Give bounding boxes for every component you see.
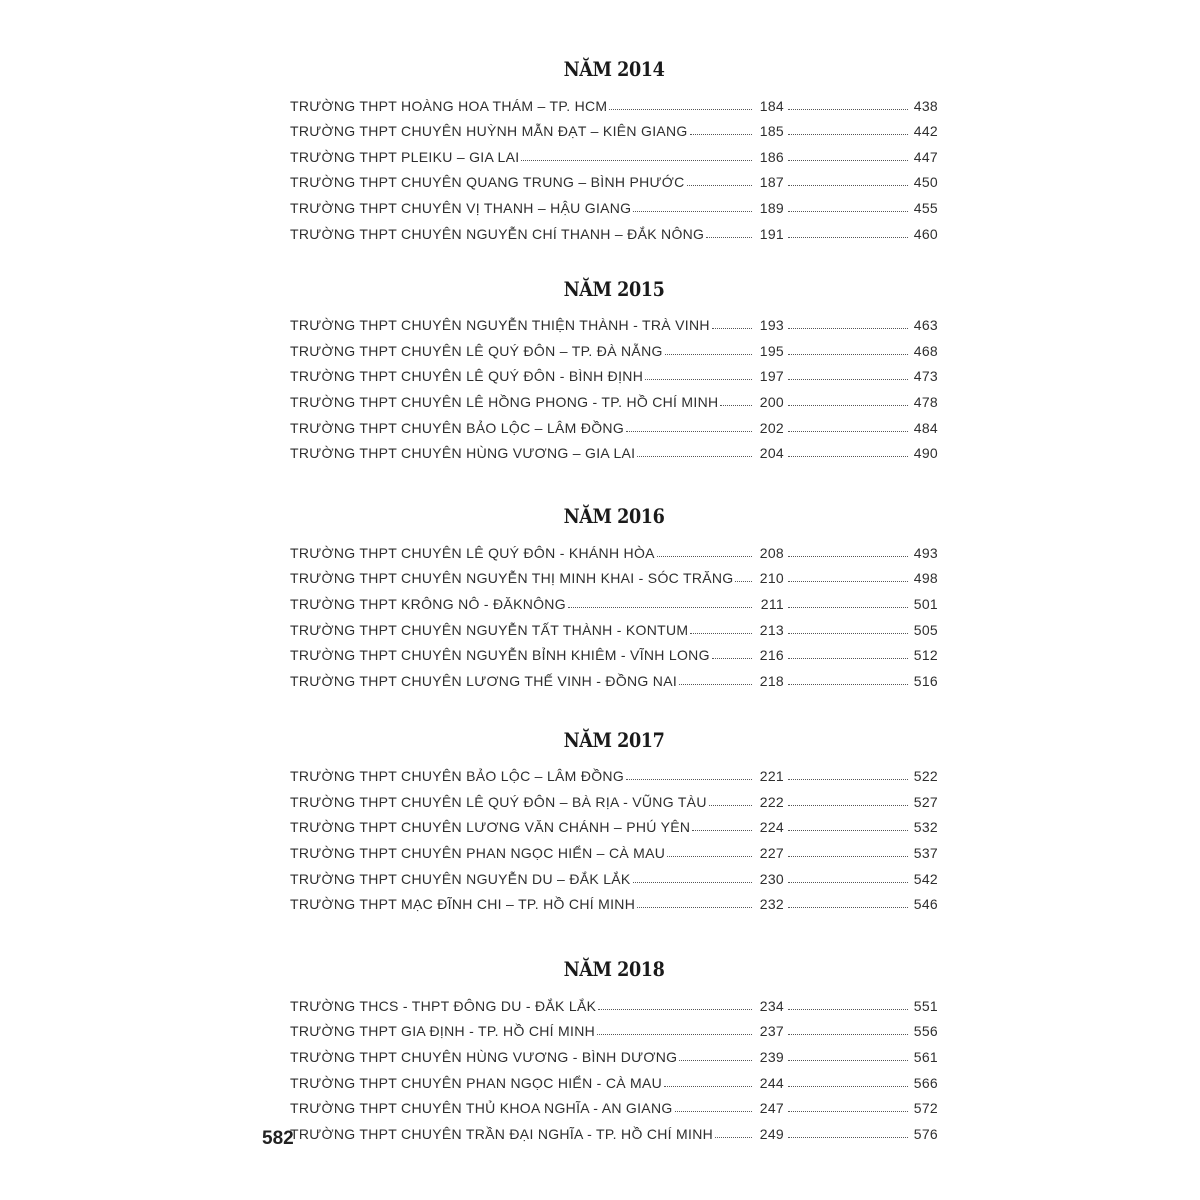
dot-leader: [679, 1060, 752, 1061]
toc-entry: [290, 663, 938, 689]
section-spacer: [290, 461, 938, 497]
table-of-contents: [290, 50, 938, 1142]
toc-entry: [290, 810, 938, 836]
toc-entry: [290, 835, 938, 861]
toc-entry: [290, 586, 938, 612]
dot-leader: [788, 160, 908, 161]
toc-entry: [290, 1091, 938, 1117]
entry-title: TRƯỜNG THPT CHUYÊN NGUYỄN THỊ MINH KHAI - SÓC TRĂNG: [290, 570, 734, 587]
solution-page: 566: [913, 1074, 938, 1091]
dot-leader: [709, 805, 752, 806]
dot-leader: [626, 431, 752, 432]
solution-page: 493: [913, 544, 938, 561]
toc-entry: [290, 190, 938, 216]
solution-page: 505: [913, 621, 938, 638]
toc-entry: [290, 1039, 938, 1065]
problem-page: 191: [759, 225, 784, 242]
entry-title: TRƯỜNG THCS - THPT ĐÔNG DU - ĐẮK LẮK: [290, 997, 597, 1014]
toc-entry: [290, 308, 938, 334]
entry-title: TRƯỜNG THPT CHUYÊN LƯƠNG THẾ VINH - ĐỒNG NAI: [290, 672, 678, 689]
solution-page: 455: [913, 199, 938, 216]
section-heading: NĂM 2018: [563, 957, 665, 982]
problem-page: 213: [759, 621, 784, 638]
problem-page: 237: [759, 1023, 784, 1040]
entry-title: TRƯỜNG THPT CHUYÊN NGUYỄN THIỆN THÀNH - TRÀ VINH: [290, 317, 710, 334]
solution-page: 442: [913, 123, 938, 140]
section-spacer: [290, 912, 938, 950]
section-spacer: [290, 242, 938, 270]
solution-page: 438: [913, 97, 938, 114]
dot-leader: [788, 134, 908, 135]
dot-leader: [706, 237, 752, 238]
entry-title: TRƯỜNG THPT CHUYÊN BẢO LỘC – LÂM ĐỒNG: [290, 768, 625, 785]
dot-leader: [788, 211, 908, 212]
problem-page: 244: [759, 1074, 784, 1091]
section-2017: [290, 721, 938, 913]
problem-page: 216: [759, 647, 784, 664]
dot-leader: [788, 1086, 908, 1087]
dot-leader: [667, 856, 752, 857]
solution-page: 532: [913, 819, 938, 836]
dot-leader: [633, 211, 752, 212]
toc-entry: [290, 1116, 938, 1142]
dot-leader: [788, 830, 908, 831]
solution-page: 463: [913, 317, 938, 334]
entry-title: TRƯỜNG THPT CHUYÊN NGUYỄN BỈNH KHIÊM - VĨNH LONG: [290, 647, 710, 664]
entry-title: TRƯỜNG THPT CHUYÊN LÊ QUÝ ĐÔN – TP. ĐÀ NẴNG: [290, 342, 663, 359]
toc-entry: [290, 410, 938, 436]
problem-page: 210: [759, 570, 784, 587]
section-2014: [290, 50, 938, 242]
solution-page: 537: [913, 845, 938, 862]
dot-leader: [788, 556, 908, 557]
dot-leader: [598, 1009, 752, 1010]
toc-entry: [290, 561, 938, 587]
problem-page: 186: [759, 148, 784, 165]
dot-leader: [735, 581, 752, 582]
problem-page: 221: [759, 768, 784, 785]
solution-page: 498: [913, 570, 938, 587]
problem-page: 232: [759, 896, 784, 913]
dot-leader: [788, 607, 908, 608]
problem-page: 195: [759, 342, 784, 359]
solution-page: 551: [913, 997, 938, 1014]
problem-page: 193: [759, 317, 784, 334]
dot-leader: [679, 684, 752, 685]
entry-title: TRƯỜNG THPT CHUYÊN LÊ QUÝ ĐÔN - KHÁNH HÒA: [290, 544, 655, 561]
entry-title: TRƯỜNG THPT HOÀNG HOA THÁM – TP. HCM: [290, 97, 608, 114]
entry-title: TRƯỜNG THPT CHUYÊN TRẦN ĐẠI NGHĨA - TP. HỒ CHÍ MINH: [290, 1125, 714, 1142]
problem-page: 189: [759, 199, 784, 216]
entry-title: TRƯỜNG THPT CHUYÊN PHAN NGỌC HIỂN – CÀ MAU: [290, 845, 666, 862]
solution-page: 484: [913, 419, 938, 436]
dot-leader: [788, 379, 908, 380]
problem-page: 185: [759, 123, 784, 140]
dot-leader: [788, 456, 908, 457]
section-heading: NĂM 2015: [563, 276, 665, 301]
dot-leader: [715, 1137, 752, 1138]
problem-page: 239: [759, 1049, 784, 1066]
dot-leader: [788, 431, 908, 432]
entry-title: TRƯỜNG THPT CHUYÊN THỦ KHOA NGHĨA - AN GIANG: [290, 1100, 673, 1117]
section-heading: NĂM 2014: [563, 57, 665, 81]
problem-page: 224: [759, 819, 784, 836]
dot-leader: [568, 607, 752, 608]
toc-entry: [290, 638, 938, 664]
problem-page: 197: [759, 368, 784, 385]
problem-page: 187: [759, 174, 784, 191]
solution-page: 572: [913, 1100, 938, 1117]
dot-leader: [788, 1111, 908, 1112]
toc-entry: [290, 216, 938, 242]
dot-leader: [788, 1009, 908, 1010]
solution-page: 542: [913, 870, 938, 887]
solution-page: 516: [913, 672, 938, 689]
entry-title: TRƯỜNG THPT CHUYÊN HÙNG VƯƠNG – GIA LAI: [290, 445, 636, 462]
toc-entry: [290, 436, 938, 462]
entry-title: TRƯỜNG THPT CHUYÊN LÊ HỒNG PHONG - TP. HỒ CHÍ MINH: [290, 393, 719, 410]
solution-page: 522: [913, 768, 938, 785]
dot-leader: [788, 633, 908, 634]
solution-page: 450: [913, 174, 938, 191]
dot-leader: [788, 856, 908, 857]
dot-leader: [690, 633, 752, 634]
dot-leader: [687, 185, 752, 186]
toc-entry: [290, 535, 938, 561]
toc-entry: [290, 759, 938, 785]
toc-entry: [290, 359, 938, 385]
entry-title: TRƯỜNG THPT CHUYÊN LÊ QUÝ ĐÔN – BÀ RỊA - VŨNG TÀU: [290, 793, 707, 810]
dot-leader: [788, 1060, 908, 1061]
toc-entry: [290, 1065, 938, 1091]
problem-page: 218: [759, 672, 784, 689]
problem-page: 222: [759, 793, 784, 810]
dot-leader: [788, 237, 908, 238]
dot-leader: [665, 354, 752, 355]
entry-title: TRƯỜNG THPT MẠC ĐĨNH CHI – TP. HỒ CHÍ MINH: [290, 896, 636, 913]
dot-leader: [609, 109, 752, 110]
toc-entry: [290, 114, 938, 140]
problem-page: 249: [759, 1125, 784, 1142]
problem-page: 230: [759, 870, 784, 887]
dot-leader: [788, 185, 908, 186]
toc-entry: [290, 784, 938, 810]
dot-leader: [788, 405, 908, 406]
dot-leader: [712, 658, 752, 659]
dot-leader: [788, 805, 908, 806]
solution-page: 576: [913, 1125, 938, 1142]
problem-page: 202: [759, 419, 784, 436]
entry-title: TRƯỜNG THPT CHUYÊN QUANG TRUNG – BÌNH PHƯỚC: [290, 174, 685, 191]
entry-title: TRƯỜNG THPT CHUYÊN VỊ THANH – HẬU GIANG: [290, 199, 632, 216]
entry-title: TRƯỜNG THPT CHUYÊN HUỲNH MẪN ĐẠT – KIÊN GIANG: [290, 123, 688, 140]
toc-entry: [290, 612, 938, 638]
solution-page: 556: [913, 1023, 938, 1040]
dot-leader: [626, 779, 752, 780]
dot-leader: [788, 658, 908, 659]
entry-title: TRƯỜNG THPT CHUYÊN LƯƠNG VĂN CHÁNH – PHÚ YÊN: [290, 819, 691, 836]
entry-title: TRƯỜNG THPT CHUYÊN BẢO LỘC – LÂM ĐỒNG: [290, 419, 625, 436]
dot-leader: [788, 779, 908, 780]
problem-page: 204: [759, 445, 784, 462]
toc-entry: [290, 139, 938, 165]
solution-page: 490: [913, 445, 938, 462]
solution-page: 468: [913, 342, 938, 359]
entry-title: TRƯỜNG THPT KRÔNG NÔ - ĐĂKNÔNG: [290, 595, 566, 612]
toc-entry: [290, 988, 938, 1014]
section-2015: [290, 270, 938, 462]
dot-leader: [788, 328, 908, 329]
dot-leader: [788, 109, 908, 110]
dot-leader: [675, 1111, 752, 1112]
solution-page: 447: [913, 148, 938, 165]
page-number: 582: [262, 1128, 294, 1149]
entry-title: TRƯỜNG THPT PLEIKU – GIA LAI: [290, 148, 520, 165]
dot-leader: [690, 134, 752, 135]
section-spacer: [290, 689, 938, 721]
dot-leader: [597, 1034, 752, 1035]
entry-title: TRƯỜNG THPT CHUYÊN NGUYỄN DU – ĐẮK LẮK: [290, 870, 631, 887]
toc-entry: [290, 165, 938, 191]
toc-entry: [290, 384, 938, 410]
problem-page: 184: [759, 97, 784, 114]
problem-page: 247: [759, 1100, 784, 1117]
toc-entry: [290, 88, 938, 114]
section-heading: NĂM 2016: [563, 504, 665, 529]
solution-page: 501: [913, 595, 938, 612]
toc-entry: [290, 333, 938, 359]
problem-page: 208: [759, 544, 784, 561]
dot-leader: [788, 581, 908, 582]
toc-entry: [290, 861, 938, 887]
dot-leader: [657, 556, 752, 557]
dot-leader: [788, 684, 908, 685]
dot-leader: [788, 1034, 908, 1035]
entry-title: TRƯỜNG THPT CHUYÊN LÊ QUÝ ĐÔN - BÌNH ĐỊNH: [290, 368, 644, 385]
dot-leader: [788, 882, 908, 883]
entry-title: TRƯỜNG THPT GIA ĐỊNH - TP. HỒ CHÍ MINH: [290, 1023, 596, 1040]
dot-leader: [633, 882, 752, 883]
dot-leader: [645, 379, 752, 380]
dot-leader: [692, 830, 752, 831]
dot-leader: [664, 1086, 752, 1087]
entry-title: TRƯỜNG THPT CHUYÊN NGUYỄN CHÍ THANH – ĐẮK NÔNG: [290, 225, 705, 242]
solution-page: 512: [913, 647, 938, 664]
problem-page: 234: [759, 997, 784, 1014]
problem-page: 200: [759, 393, 784, 410]
dot-leader: [720, 405, 752, 406]
solution-page: 478: [913, 393, 938, 410]
entry-title: TRƯỜNG THPT CHUYÊN HÙNG VƯƠNG - BÌNH DƯƠNG: [290, 1049, 678, 1066]
problem-page: 211: [760, 595, 784, 612]
toc-entry: [290, 1014, 938, 1040]
entry-title: TRƯỜNG THPT CHUYÊN NGUYỄN TẤT THÀNH - KONTUM: [290, 621, 689, 638]
dot-leader: [637, 907, 752, 908]
section-heading: NĂM 2017: [563, 727, 665, 752]
dot-leader: [788, 1137, 908, 1138]
toc-entry: [290, 887, 938, 913]
dot-leader: [788, 907, 908, 908]
solution-page: 473: [913, 368, 938, 385]
dot-leader: [712, 328, 752, 329]
section-2016: [290, 497, 938, 689]
solution-page: 460: [913, 225, 938, 242]
entry-title: TRƯỜNG THPT CHUYÊN PHAN NGỌC HIỂN - CÀ MAU: [290, 1074, 663, 1091]
problem-page: 227: [759, 845, 784, 862]
solution-page: 546: [913, 896, 938, 913]
solution-page: 527: [913, 793, 938, 810]
solution-page: 561: [913, 1049, 938, 1066]
dot-leader: [521, 160, 752, 161]
section-2018: [290, 950, 938, 1142]
dot-leader: [788, 354, 908, 355]
dot-leader: [637, 456, 752, 457]
